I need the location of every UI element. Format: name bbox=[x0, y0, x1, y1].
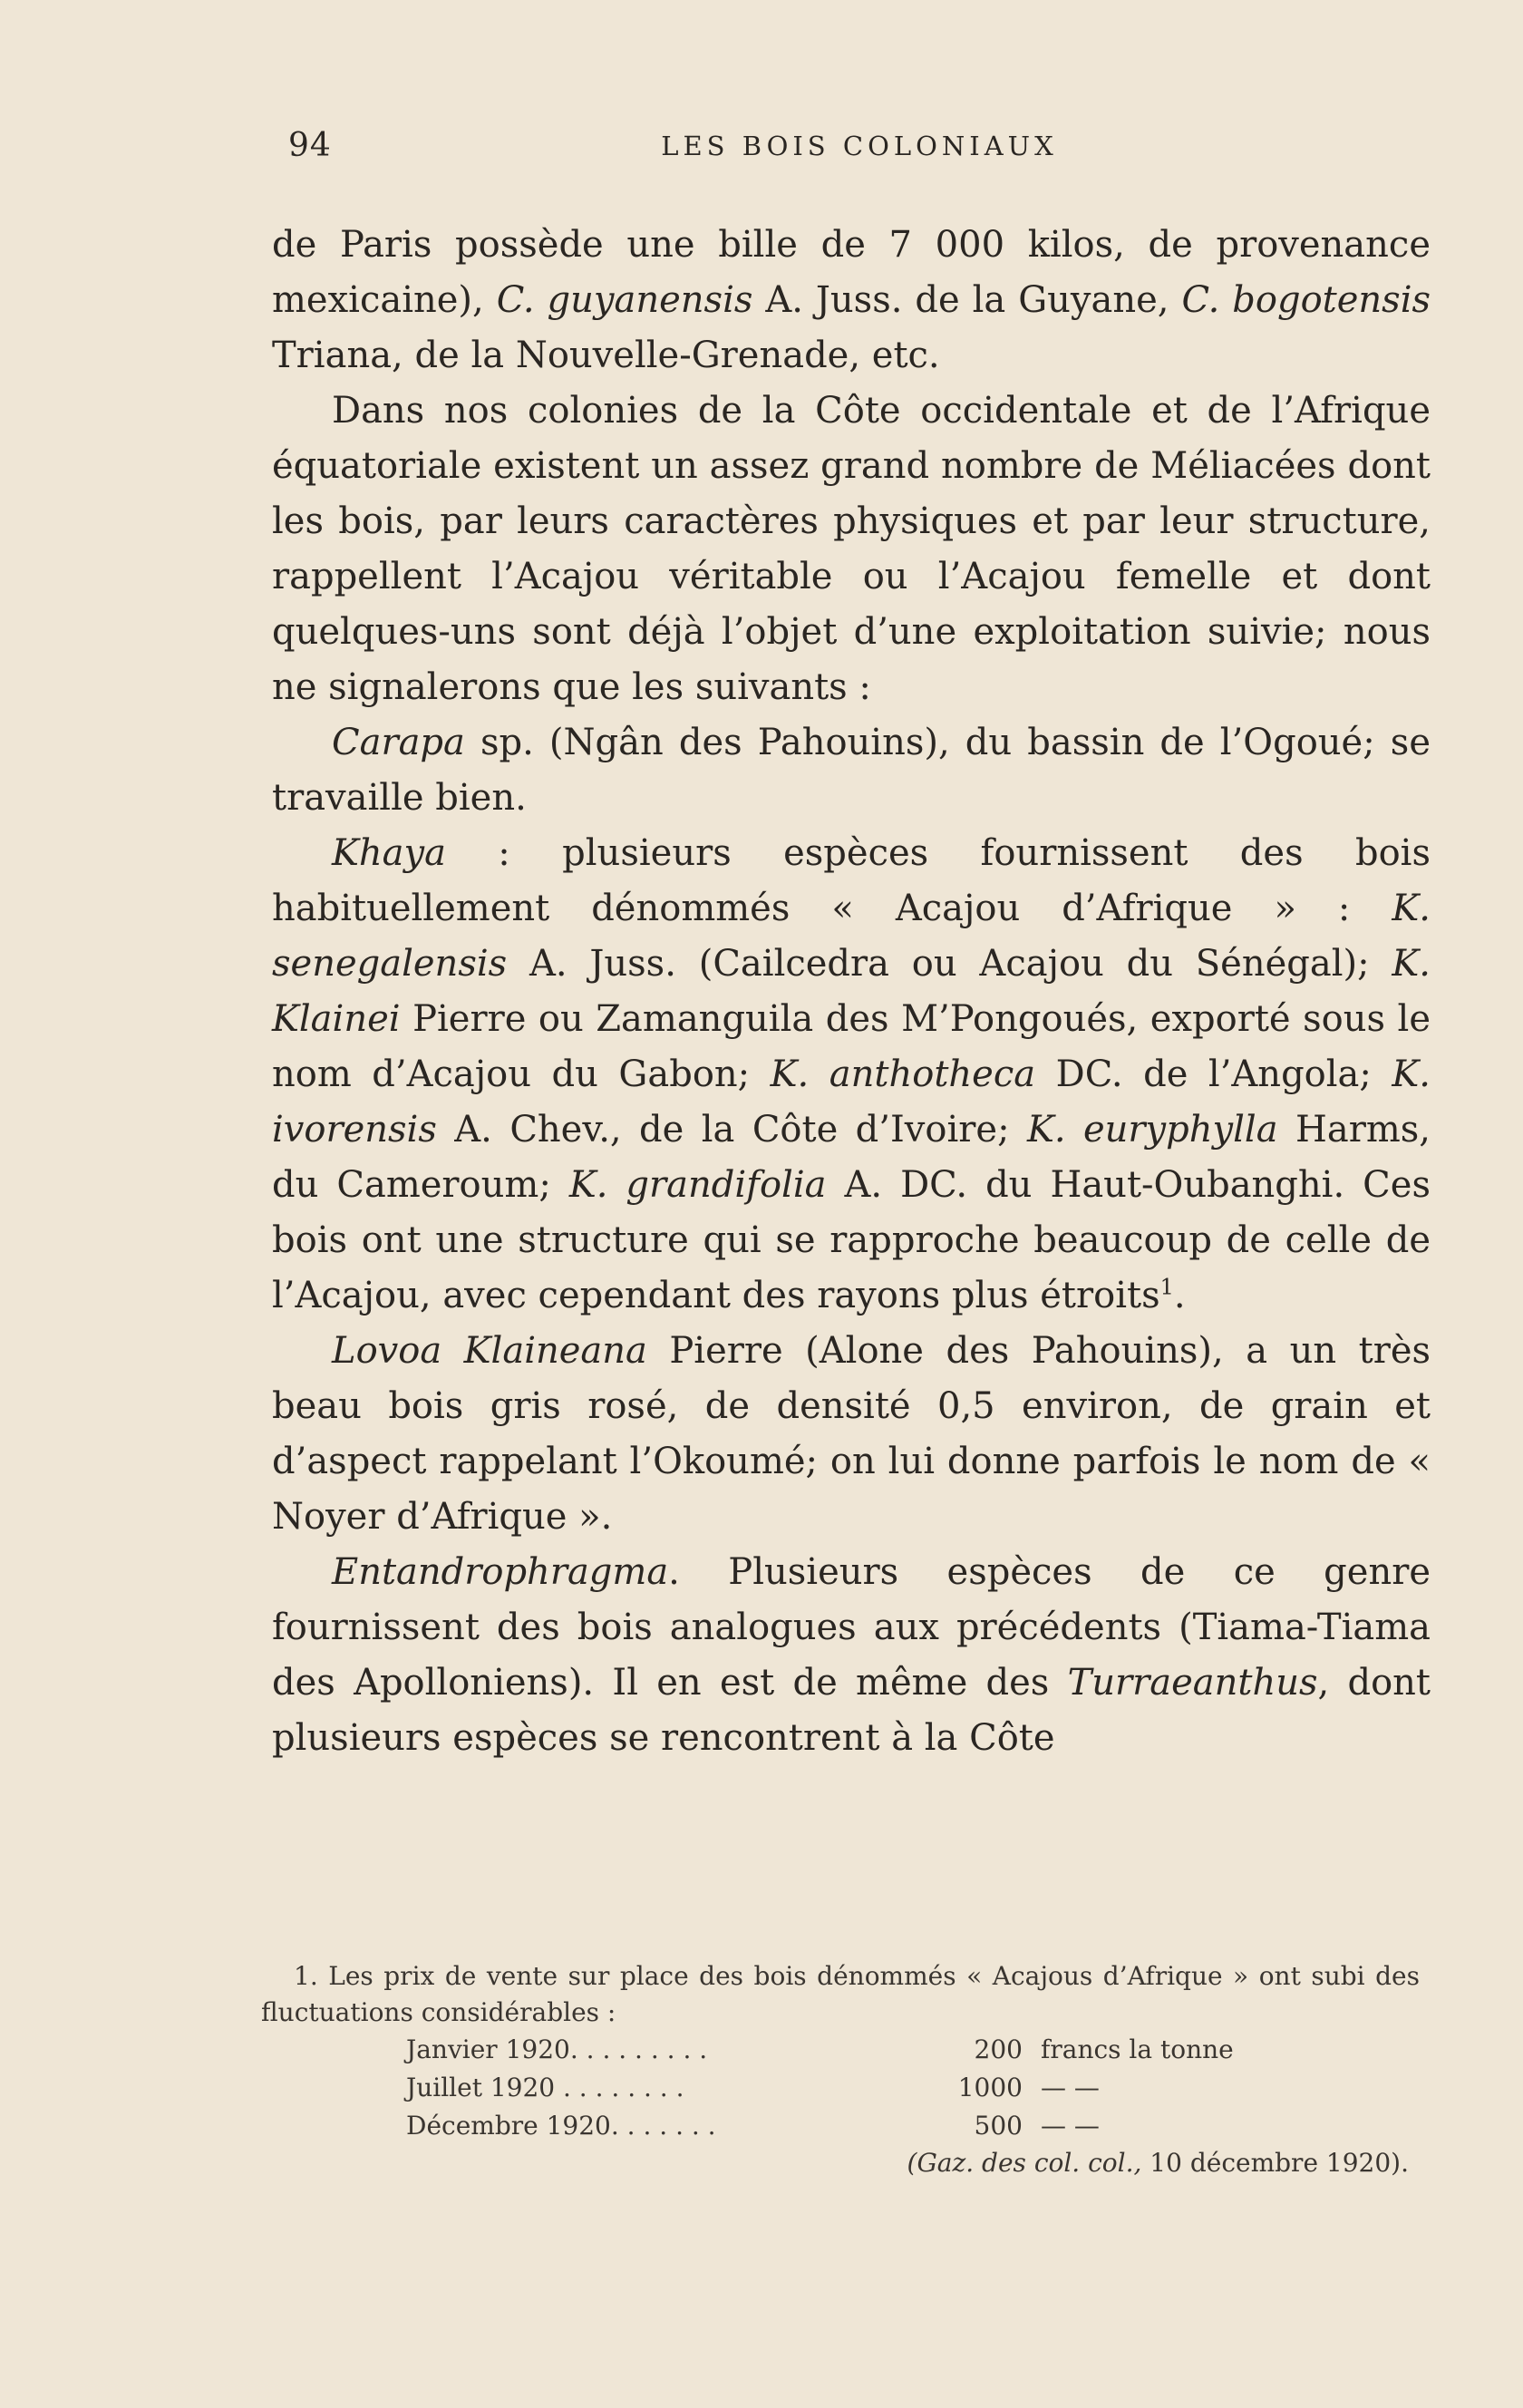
text-run: Triana, de la Nouvelle-Grenade, etc. bbox=[272, 335, 940, 376]
price-row bbox=[406, 2107, 1331, 2145]
text-run: Dans nos colonies de la Côte occidentale et de l’Afrique équatoriale existent un assez grand nombre de Méliacées dont les bois, par leurs caractères physiques et par leur structure, rappellent l’Acajou véritable ou l’Acajou femelle et dont quelques-uns sont déjà l’objet d’une exploitation suivie; nous ne signalerons que les suivants : bbox=[272, 390, 1431, 708]
footnote bbox=[261, 1958, 1420, 2181]
text-run: A. Chev., de la Côte d’Ivoire; bbox=[436, 1109, 1027, 1151]
text-run: de Paris possède une bille de 7 000 kilos, de provenance mexicaine), bbox=[272, 224, 1431, 321]
text-run: : plusieurs espèces fournissent des bois habituellement dénommés « Acajou d’Afrique » : bbox=[272, 832, 1431, 929]
footnote-source bbox=[261, 2145, 1420, 2181]
footnote-ref: 1 bbox=[1159, 1274, 1174, 1300]
paragraph bbox=[272, 384, 1431, 715]
text-run: A. Juss. (Cailcedra ou Acajou du Sénégal); bbox=[507, 943, 1392, 985]
scientific-name: Lovoa Klaineana bbox=[332, 1330, 647, 1372]
text-run: Pierre ou Zamanguila des M’Pongoués, exporté sous le nom d’Acajou du Gabon; bbox=[272, 998, 1431, 1095]
scientific-name: Carapa bbox=[332, 722, 465, 763]
paragraph bbox=[272, 1545, 1431, 1766]
scientific-name: C. bogotensis bbox=[1181, 279, 1431, 321]
price-amount: 1000 bbox=[957, 2073, 1023, 2102]
price-unit: — — bbox=[1041, 2073, 1100, 2102]
text-run: , dont plusieurs espèces se rencontrent à la Côte bbox=[272, 1662, 1431, 1759]
price-month: Janvier 1920. . . . . . . . . bbox=[406, 2034, 708, 2064]
page-header bbox=[288, 127, 1431, 181]
paragraph bbox=[272, 826, 1431, 1324]
text-run: Pierre (Alone des Pahouins), a un très beau bois gris rosé, de densité 0,5 environ, de grain et d’aspect rappelant l’Okoumé; on lui donne parfois le nom de « Noyer d’Afrique ». bbox=[272, 1330, 1431, 1538]
price-row bbox=[406, 2031, 1331, 2069]
text-run: sp. (Ngân des Pahouins), du bassin de l’Ogoué; se travaille bien. bbox=[272, 722, 1431, 819]
scientific-name: K. anthotheca bbox=[770, 1054, 1036, 1095]
price-month: Juillet 1920 . . . . . . . . bbox=[406, 2073, 684, 2102]
price-unit: francs la tonne bbox=[1041, 2034, 1234, 2064]
source-journal: (Gaz. des col. col., bbox=[907, 2148, 1142, 2178]
price-amount: 200 bbox=[974, 2034, 1023, 2064]
scientific-name: K. Klainei bbox=[272, 943, 1431, 1040]
scientific-name: Turraeanthus bbox=[1067, 1662, 1318, 1704]
price-row bbox=[406, 2069, 1331, 2107]
continuation-paragraph bbox=[272, 218, 1431, 384]
scientific-name: Khaya bbox=[332, 832, 446, 874]
paragraph bbox=[272, 715, 1431, 826]
text-run: A. DC. du Haut-Oubanghi. Ces bois ont une structure qui se rapproche beaucoup de celle de l’Acajou, avec cependant des rayons plus étroits bbox=[272, 1164, 1431, 1316]
footnote-text: 1. Les prix de vente sur place des bois dénommés « Acajous d’Afrique » ont subi des fluctuations considérables : bbox=[261, 1961, 1420, 2027]
running-title: LES BOIS COLONIAUX bbox=[661, 131, 1058, 161]
text-run: A. Juss. de la Guyane, bbox=[752, 279, 1182, 321]
price-month: Décembre 1920. . . . . . . bbox=[406, 2111, 716, 2141]
price-table bbox=[406, 2031, 1331, 2145]
scientific-name: Entandrophragma bbox=[332, 1551, 669, 1593]
text-run: . bbox=[1173, 1275, 1186, 1316]
text-run: DC. de l’Angola; bbox=[1035, 1054, 1392, 1095]
scientific-name: K. grandifolia bbox=[568, 1164, 827, 1206]
price-unit: — — bbox=[1041, 2111, 1100, 2141]
source-date: 10 décembre 1920). bbox=[1141, 2148, 1409, 2178]
body-text bbox=[272, 218, 1431, 1766]
price-amount: 500 bbox=[974, 2111, 1023, 2141]
scientific-name: K. euryphylla bbox=[1026, 1109, 1278, 1151]
scientific-name: C. guyanensis bbox=[496, 279, 753, 321]
text-run: Harms, du Cameroum; bbox=[272, 1109, 1431, 1206]
text-run: . Plusieurs espèces de ce genre fournissent des bois analogues aux précédents (Tiama-Tiama des Apolloniens). Il en est de même des bbox=[272, 1551, 1431, 1704]
scientific-name: K. ivorensis bbox=[272, 1054, 1431, 1151]
scientific-name: K. senegalensis bbox=[272, 888, 1431, 985]
paragraph bbox=[272, 1324, 1431, 1545]
page-number: 94 bbox=[288, 127, 332, 164]
